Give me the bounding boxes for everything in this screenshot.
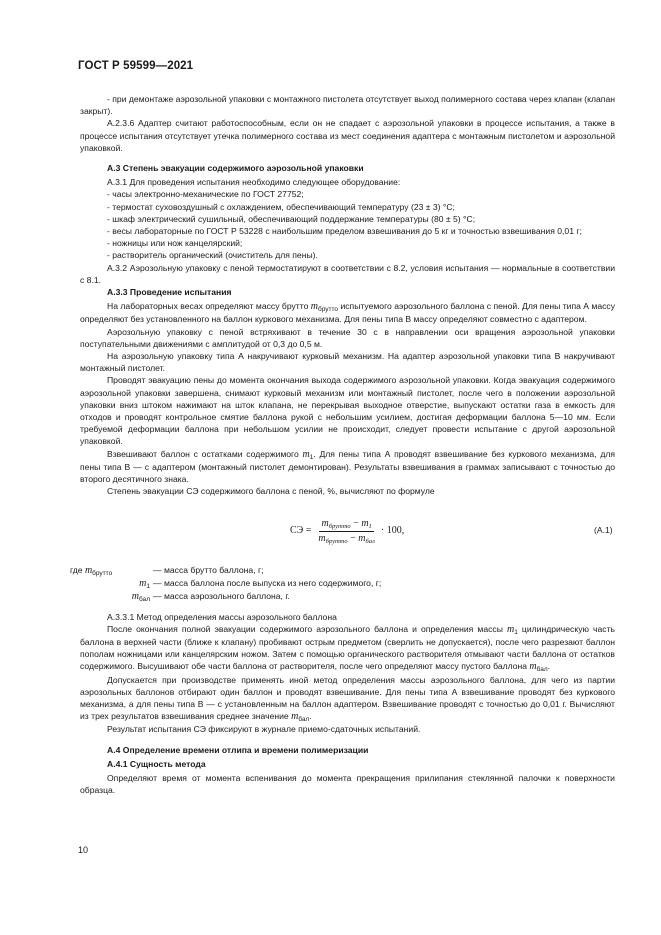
var-sub: 1 [146, 582, 150, 590]
subsection-heading: А.3.3.1 Метод определения массы аэрозольного баллона [107, 611, 337, 622]
paragraph [80, 300, 615, 325]
legend-desc: — масса аэрозольного баллона, г. [153, 590, 290, 601]
text-run: Взвешивают баллон с остатками содержимого [107, 448, 303, 459]
var-sub: брутто [92, 569, 113, 577]
var-m: m [529, 661, 537, 673]
var-m: m [361, 517, 369, 529]
formula-number: (А.1) [594, 524, 613, 535]
formula-denominator [316, 532, 376, 545]
list-item: - термостат суховоздушный с охлаждением, обеспечивающий температуру (23 ± 3) °С; [107, 201, 455, 212]
list-item: - шкаф электрический сушильный, обеспечивающий поддержание температуры (80 ± 5) °С; [107, 213, 476, 224]
var-sub: бал [536, 666, 548, 674]
paragraph: Определяют время от момента вспенивания до момента прекращения прилипания стеклянной палочки к поверхности образца. [80, 772, 615, 796]
var-sub: бал [298, 716, 310, 724]
legend-row [70, 564, 615, 577]
formula-fraction [316, 518, 376, 545]
var-m: m [131, 590, 140, 602]
legend-row [80, 577, 615, 590]
paragraph: Проводят эвакуацию пены до момента окончания выхода содержимого аэрозольной упаковки. Когда эвакуация содержимого аэрозольной упаковки завершена, снимают курковый механизм или монтажный пистолет, после чего в положении аэрозольной упаковки вниз штоком нажимают на шток клапана, не перекрывая выходное отверстие, выпускают остатки газа в емкость для отходов и проводят контрольное смятие баллона рукой с небольшим усилием, достигая деформации баллона 5—10 мм. Если требуемой деформации баллона при небольшом усилии не происходит, следует провести испытание с другой аэрозольной упаковкой. [80, 375, 615, 447]
var-m: m [321, 517, 329, 529]
list-item: - ножницы или нож канцелярский; [107, 238, 243, 249]
formula-numerator [319, 518, 373, 532]
variable-legend [70, 564, 615, 603]
paragraph: - при демонтаже аэрозольной упаковки с монтажного пистолета отсутствует выход полимерного состава через клапан (клапан закрыт). [80, 94, 615, 117]
paragraph: А.2.3.6 Адаптер считают работоспособным, если он не спадает с аэрозольной упаковки в процессе испытания, а также в процессе испытания отсутствует утечка полимерного состава из мест соединения адаптера с монтажным пистолетом и аэрозольной упаковкой. [80, 118, 615, 153]
page-number: 10 [78, 845, 89, 855]
text-run: испытуемого аэрозольного баллона с пеной. Для пены типа А массу определяют без установленного на баллон куркового механизма. Для пены типа В массу определяют совместно с адаптером. [80, 301, 616, 325]
list-item: - часы электронно-механические по ГОСТ 27752; [107, 189, 304, 200]
var-m: m [291, 711, 299, 723]
list-item: - растворитель органический (очиститель для пены). [107, 250, 318, 261]
text-run: цилиндрическую часть баллона в верхней части (ближе к клапану) пробивают острым предметом (сверлить не допускается), после чего разрезают баллон пополам ножницами или канцелярским ножом. Затем с помощью органического растворителя отмывают части баллона от остатков содержимого. Высушивают обе части баллона от растворителя, после чего определяют массу пустого баллона [80, 623, 616, 672]
var-sub: бал [365, 537, 375, 545]
var-m: m [506, 623, 515, 635]
text-run: . [547, 661, 551, 672]
formula-block [80, 514, 615, 554]
section-heading-a3: А.3 Степень эвакуации содержимого аэрозольной упаковки [107, 163, 364, 174]
paragraph: А.3.2 Аэрозольную упаковку с пеной термостатируют в соответствии с 8.2, условия испытания — нормальные в соответствии с 8.1. [80, 262, 615, 285]
var-sub: 1 [309, 453, 314, 461]
text-run: Допускается при производстве применять иной метод определения массы аэрозольного баллона, для чего из партии аэрозольных баллонов отбирают один баллон и проводят взвешивание. Для пены типа А взвешивание проводят без куркового механизма, а для пены типа В — с установленным на баллон адаптером. Взвешивание проводят с точностью до 0,01 г. Вычисляют из трех результатов взвешивания среднее значение [80, 674, 615, 722]
var-sub: брутто [318, 306, 339, 314]
list-item: - весы лабораторные по ГОСТ Р 53228 с наибольшим пределом взвешивания до 5 кг и точностью взвешивания 0,01 г; [107, 226, 582, 237]
formula [290, 518, 404, 545]
paragraph: А.3.1 Для проведения испытания необходимо следующее оборудование: [107, 177, 401, 188]
legend-term [80, 590, 153, 603]
page-content [70, 93, 616, 796]
minus: − [347, 532, 359, 544]
paragraph [80, 448, 615, 486]
legend-desc: — масса баллона после выпуска из него содержимого, г; [153, 577, 382, 588]
legend-term [70, 564, 153, 577]
formula-lhs: СЭ = [290, 525, 312, 537]
legend-desc: — масса брутто баллона, г; [153, 564, 264, 575]
var-m: m [84, 564, 93, 576]
var-sub: бал [139, 595, 150, 603]
var-sub: 1 [368, 522, 372, 530]
paragraph [80, 623, 615, 674]
where-label: где [70, 564, 83, 575]
text-run: После окончания полной эвакуации содержимого аэрозольного баллона и определения массы [107, 623, 507, 634]
var-m: m [310, 301, 319, 313]
var-sub: брутто [325, 537, 348, 545]
section-heading-a41: А.4.1 Сущность метода [107, 758, 206, 769]
var-m: m [358, 532, 366, 544]
var-m: m [318, 532, 326, 544]
paragraph: На аэрозольную упаковку типа А накручивают курковый механизм. На адаптер аэрозольной упаковки типа В накручивают монтажный пистолет. [80, 351, 615, 374]
paragraph: Аэрозольную упаковку с пеной встряхивают в течение 30 с в направлении оси вращения аэрозольной упаковки поступательными движениями с амплитудой от 0,3 до 0,5 м. [80, 326, 615, 349]
legend-term [80, 577, 153, 590]
var-sub: брутто [328, 522, 351, 530]
section-heading-a4: А.4 Определение времени отлипа и времени полимеризации [107, 744, 369, 755]
var-m: m [139, 577, 147, 589]
text-run: На лабораторных весах определяют массу брутто [107, 301, 311, 312]
var-m: m [302, 448, 310, 460]
document-header: ГОСТ Р 59599—2021 [78, 60, 194, 72]
legend-row [80, 590, 615, 603]
paragraph: Степень эвакуации СЭ содержимого баллона с пеной, %, вычисляют по формуле [107, 486, 435, 497]
minus: − [350, 517, 362, 529]
formula-tail: · 100, [380, 525, 405, 537]
text-run: . [309, 711, 312, 722]
text-run: . Для пены типа А проводят взвешивание без куркового механизма, для пены типа В — с адаптером (монтажный пистолет демонтирован). Результаты взвешивания в граммах записывают с точностью до второго десятичного знака. [80, 448, 615, 485]
var-sub: 1 [514, 628, 518, 636]
paragraph: Результат испытания СЭ фиксируют в журнале приемо-сдаточных испытаний. [107, 724, 421, 735]
paragraph [80, 674, 615, 724]
section-heading-a33: А.3.3 Проведение испытания [107, 287, 232, 298]
